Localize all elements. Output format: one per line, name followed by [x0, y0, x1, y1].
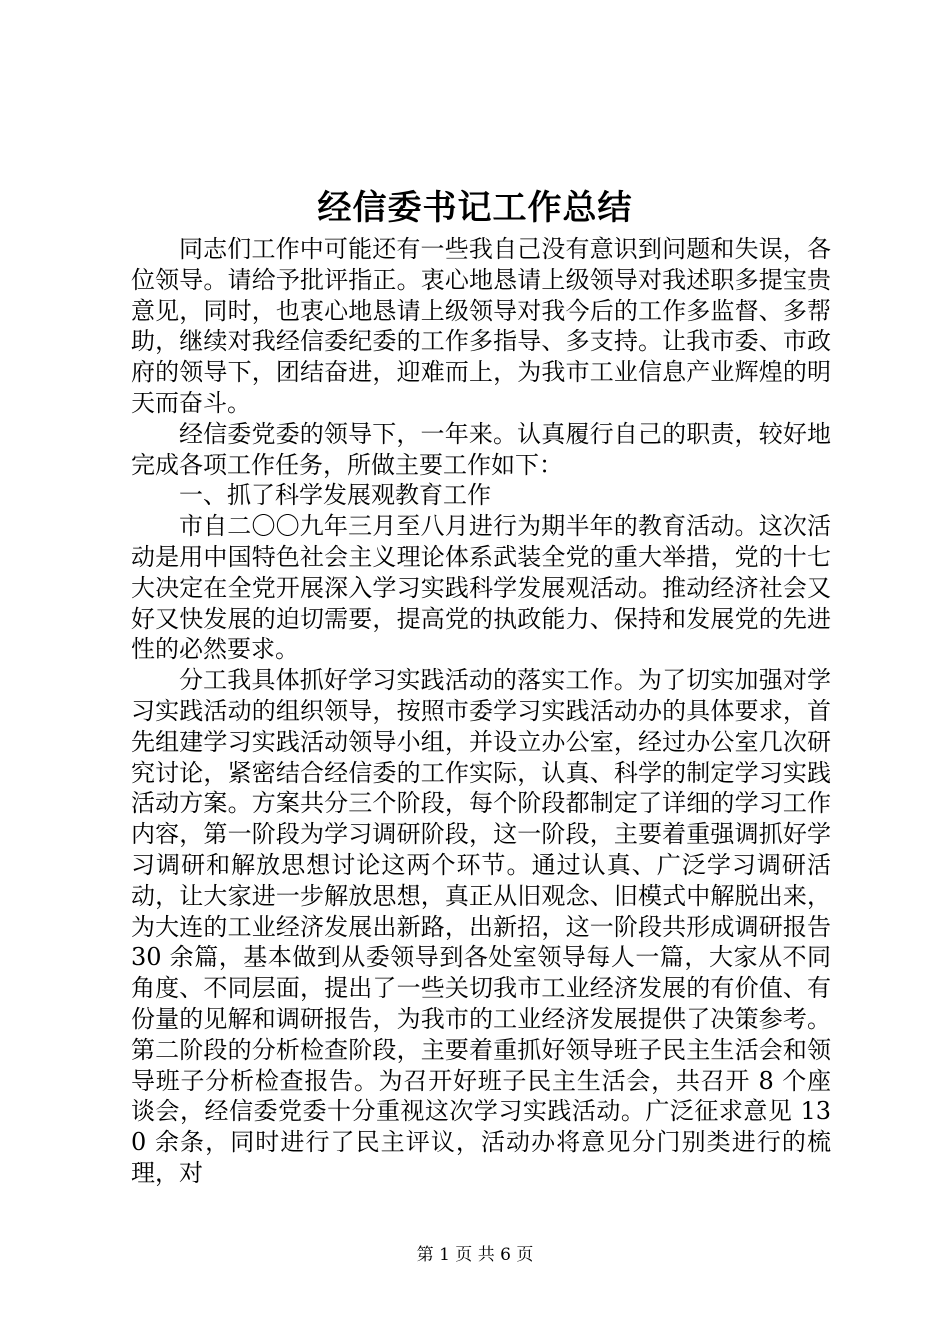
paragraph-3: 市自二〇〇九年三月至八月进行为期半年的教育活动。这次活动是用中国特色社会主义理论体系武装全党的重大举措，党的十七大决定在全党开展深入学习实践科学发展观活动。推动经济社会又好又快发展的迫切需要，提高党的执政能力、保持和发展党的先进性的必然要求。 [131, 512, 831, 664]
document-body [131, 234, 831, 1189]
paragraph-1: 同志们工作中可能还有一些我自己没有意识到问题和失误，各位领导。请给予批评指正。衷心地恳请上级领导对我述职多提宝贵意见，同时，也衷心地恳请上级领导对我今后的工作多监督、多帮助，继续对我经信委纪委的工作多指导、多支持。让我市委、市政府的领导下，团结奋进，迎难而上，为我市工业信息产业辉煌的明天而奋斗。 [131, 235, 831, 417]
document-title: 经信委书记工作总结 [317, 188, 633, 228]
paragraph-4: 分工我具体抓好学习实践活动的落实工作。为了切实加强对学习实践活动的组织领导，按照市委学习实践活动办的具体要求，首先组建学习实践活动领导小组，并设立办公室，经过办公室几次研究讨论，紧密结合经信委的工作实际，认真、科学的制定学习实践活动方案。方案共分三个阶段，每个阶段都制定了详细的学习工作内容，第一阶段为学习调研阶段，这一阶段，主要着重强调抓好学习调研和解放思想讨论这两个环节。通过认真、广泛学习调研活动，让大家进一步解放思想，真正从旧观念、旧模式中解脱出来，为大连的工业经济发展出新路，出新招，这一阶段共形成调研报告 30 余篇，基本做到从委领导到各处室领导每人一篇，大家从不同角度、不同层面，提出了一些关切我市工业经济发展的有价值、有份量的见解和调研报告，为我市的工业经济发展提供了决策参考。第二阶段的分析检查阶段，主要着重抓好领导班子民主生活会和领导班子分析检查报告。为召开好班子民主生活会，共召开 8 个座谈会，经信委党委十分重视这次学习实践活动。广泛征求意见 130 余条，同时进行了民主评议，活动办将意见分门别类进行的梳理，对 [131, 666, 831, 1187]
page-footer: 第 1 页 共 6 页 [416, 1245, 534, 1265]
paragraph-2: 经信委党委的领导下，一年来。认真履行自己的职责，较好地完成各项工作任务，所做主要工作如下： [131, 419, 831, 479]
section-heading: 一、抓了科学发展观教育工作 [179, 481, 491, 510]
